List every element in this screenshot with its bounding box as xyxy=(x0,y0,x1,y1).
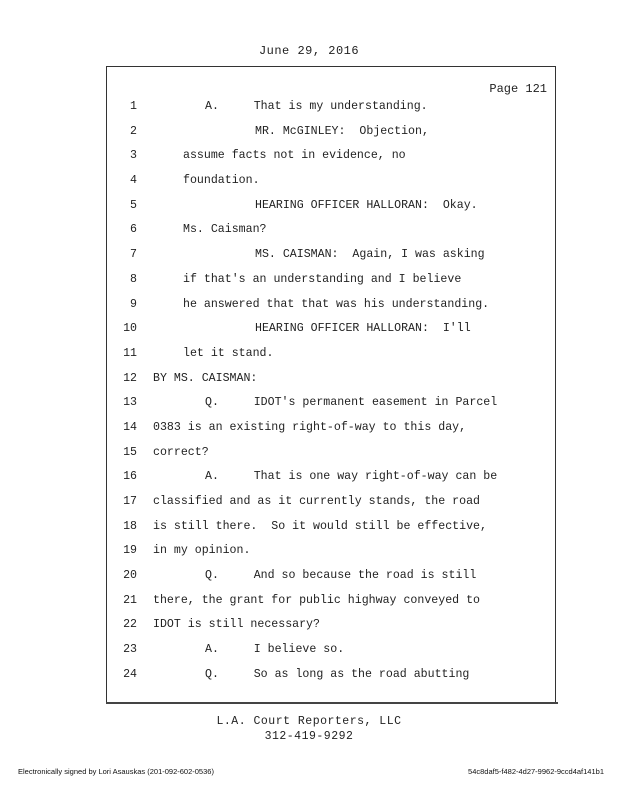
line-text: let it stand. xyxy=(183,346,274,360)
line-number: 14 xyxy=(123,420,137,434)
transcript-line xyxy=(107,95,555,120)
court-reporter-name: L.A. Court Reporters, LLC xyxy=(216,715,402,728)
line-text: he answered that that was his understanding. xyxy=(183,297,490,311)
transcript-page-frame xyxy=(106,66,556,704)
transcript-line xyxy=(107,218,555,243)
transcript-line xyxy=(107,391,555,416)
line-text: MR. McGINLEY: Objection, xyxy=(255,124,429,138)
transcript-lines xyxy=(107,95,555,688)
transcript-line xyxy=(107,441,555,466)
line-text: A. That is my understanding. xyxy=(205,100,428,113)
line-text: assume facts not in evidence, no xyxy=(183,149,406,163)
line-text: HEARING OFFICER HALLORAN: I'll xyxy=(255,322,471,336)
transcript-line xyxy=(107,144,555,169)
line-text: there, the grant for public highway conveyed to xyxy=(153,593,480,607)
court-reporter-phone: 312-419-9292 xyxy=(264,730,354,743)
line-number: 16 xyxy=(123,470,137,484)
transcript-line xyxy=(107,490,555,515)
electronic-signature: Electronically signed by Lori Asauskas (201-092-602-0536) xyxy=(18,767,214,776)
line-text: A. I believe so. xyxy=(205,643,345,657)
transcript-line xyxy=(107,169,555,194)
line-number: 2 xyxy=(130,124,137,138)
line-number: 3 xyxy=(130,149,137,163)
transcript-line xyxy=(107,243,555,268)
line-number: 9 xyxy=(130,297,137,311)
line-number: 15 xyxy=(123,445,137,459)
transcript-line xyxy=(107,293,555,318)
transcript-line xyxy=(107,317,555,342)
line-number: 23 xyxy=(123,643,137,657)
line-number: 8 xyxy=(130,272,137,286)
line-text: BY MS. CAISMAN: xyxy=(153,371,258,385)
line-number: 19 xyxy=(123,544,137,558)
line-number: 11 xyxy=(123,346,137,360)
transcript-line xyxy=(107,268,555,293)
line-text: A. That is one way right-of-way can be xyxy=(205,470,498,484)
transcript-line xyxy=(107,613,555,638)
line-text: Q. So as long as the road abutting xyxy=(205,667,470,681)
transcript-line xyxy=(107,564,555,589)
line-text: correct? xyxy=(153,445,209,459)
line-text: foundation. xyxy=(183,174,260,188)
line-number: 17 xyxy=(123,495,137,508)
line-number: 18 xyxy=(123,519,137,533)
transcript-line xyxy=(107,120,555,145)
line-number: 10 xyxy=(123,322,137,336)
line-text: if that's an understanding and I believe xyxy=(183,272,462,286)
transcript-date: June 29, 2016 xyxy=(258,44,360,58)
line-number: 22 xyxy=(123,618,137,632)
line-text: HEARING OFFICER HALLORAN: Okay. xyxy=(255,198,478,212)
page-number: Page 121 xyxy=(489,82,547,96)
line-number: 6 xyxy=(130,223,137,237)
transcript-line xyxy=(107,465,555,490)
document-hash: 54c8daf5-f482-4d27-9962-9ccd4af141b1 xyxy=(468,767,604,776)
line-text: Q. And so because the road is still xyxy=(205,569,477,583)
line-number: 7 xyxy=(130,248,137,262)
transcript-line xyxy=(107,589,555,614)
transcript-line xyxy=(107,367,555,392)
line-text: Q. IDOT's permanent easement in Parcel xyxy=(205,396,498,410)
frame-shadow xyxy=(106,702,558,704)
line-text: classified and as it currently stands, the road xyxy=(153,495,480,508)
transcript-line xyxy=(107,663,555,688)
transcript-line xyxy=(107,194,555,219)
line-text: 0383 is an existing right-of-way to this day, xyxy=(153,420,467,434)
transcript-line xyxy=(107,638,555,663)
transcript-line xyxy=(107,515,555,540)
line-text: in my opinion. xyxy=(153,544,251,558)
line-number: 21 xyxy=(123,593,137,607)
line-text: IDOT is still necessary? xyxy=(153,618,320,632)
transcript-line xyxy=(107,539,555,564)
line-number: 1 xyxy=(130,100,137,113)
transcript-line xyxy=(107,416,555,441)
line-number: 24 xyxy=(123,667,137,681)
line-text: MS. CAISMAN: Again, I was asking xyxy=(255,248,485,262)
line-number: 13 xyxy=(123,396,137,410)
line-text: Ms. Caisman? xyxy=(183,223,267,237)
line-number: 20 xyxy=(123,569,137,583)
line-text: is still there. So it would still be effective, xyxy=(153,519,487,533)
line-number: 5 xyxy=(130,198,137,212)
line-number: 12 xyxy=(123,371,137,385)
line-number: 4 xyxy=(130,174,137,188)
transcript-line xyxy=(107,342,555,367)
